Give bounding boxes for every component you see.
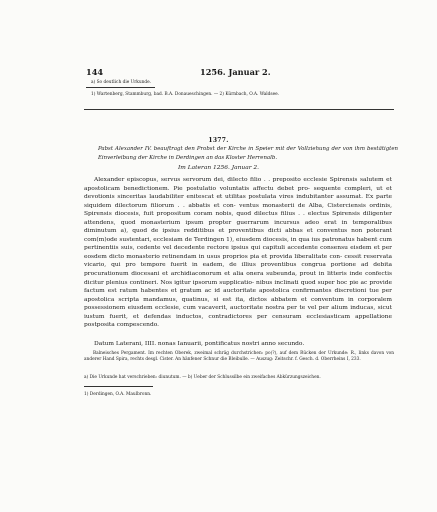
page-separator-rule [84,109,394,110]
top-footnotes: 1) Wartenberg, Stammburg, bad. B.A. Donaueschingen. — 2) Kürnbach, O.A. Waldsee. [91,92,280,97]
running-title: 1256. Januar 2. [200,67,271,77]
document-summary: Pabst Alexander IV. beauftragt den Probst der Kirche in Speier mit der Vollziehung der von ihm bestätigten Einverleibung der Kirche in Derdingen an das Kloster Herrenalb. [98,146,398,161]
footnote-rule-bottom [84,386,153,387]
bottom-apparatus: a) Die Urkunde hat verschrieben: diunutum. — b) Ueber der Schlussilbe ein zweifaches Abkürzungszeichen. [84,375,321,380]
archival-notes: Balneisches Pergament. Im rechten Oberek, zweimal schräg durchstrichen: po(?), auf dem Rücken der Urkunde: R., links davon von anderer Hand Spira, rechts desgl. Cister. An hänfener Schnur die Bleibulle. — Auszug: Zeitschr. f. Gesch. d. Oberrheins I, 233. [84,351,394,363]
document-body: Alexander episcopus, servus servorum dei, dilecto filio . . preposito ecclesie Spirensis salutem et apostolicam benedictionem. Pie postulatio voluntatis affectu debet pro- sequente compleri, ut et devotionis sinceritas laudabiliter enitescat et utilitas postulata vires indubitanter assumat. Ex parte siquidem dilectorum filiorum . . abbatis et con- ventus monasterii de Alba, Cisterciensis ordinis, Spirensis diocesis, fuit propositum coram nobis, quod dilectus filius . . electus Spirensis diligenter attendens, quod monasterium ipsum propter guerrarum incursus adeo erat in temporalibus diminutum a), quod de ipsius redditibus et proventibus dicti abbas et conventus non poterant com(m)ode sustentari, ecclesiam de Terdingen 1), eiusdem diocesis, in qua ius patronatus habent cum pertinentiis suis, cedente vel decedente rectore ipsius qui capituli accedente consensu eisdem et per eosdem dicto monasterio retinendam in usus proprios pia et provida liberalitate con- cessit reservata vicario, qui pro tempore fuerit in eadem, de illius proventibus congrua portione ad debita procurationum diocesani et archidiaconorum et alia onera subeunda, prout in litteris inde confectis dicitur plenius contineri. Nos igitur ipsorum supplicatio- nibus inclinati quod super hoc pie ac provide factum est ratum habentes et gratum ac id auctoritate apostolica confirmantes discretioni tue per apostolica scripta mandamus, quatinus, si est ita, dictos abbatem et conventum in corporalem possessionem eiusdem ecclesie, cum vacaverit, auctoritate nostra per te vel per alium inducas, sicut iustum fuerit, et defendas inductos, contradictores per censuram ecclesiasticam appellatione postposita compescendo. [84,177,392,329]
document-number: 1377. [208,137,229,144]
footnote-rule [86,87,155,88]
document-closing: Datum Laterani, IIII. nonas Ianuarii, pontificatus nostri anno secundo. [94,341,305,347]
page-number: 144 [86,67,104,77]
bottom-footnotes: 1) Derdingen, O.A. Maulbronn. [84,392,152,397]
document-date-place: Im Lateran 1256. Januar 2. [177,165,260,171]
top-apparatus-note: a) So deutlich die Urkunde. [91,80,152,85]
